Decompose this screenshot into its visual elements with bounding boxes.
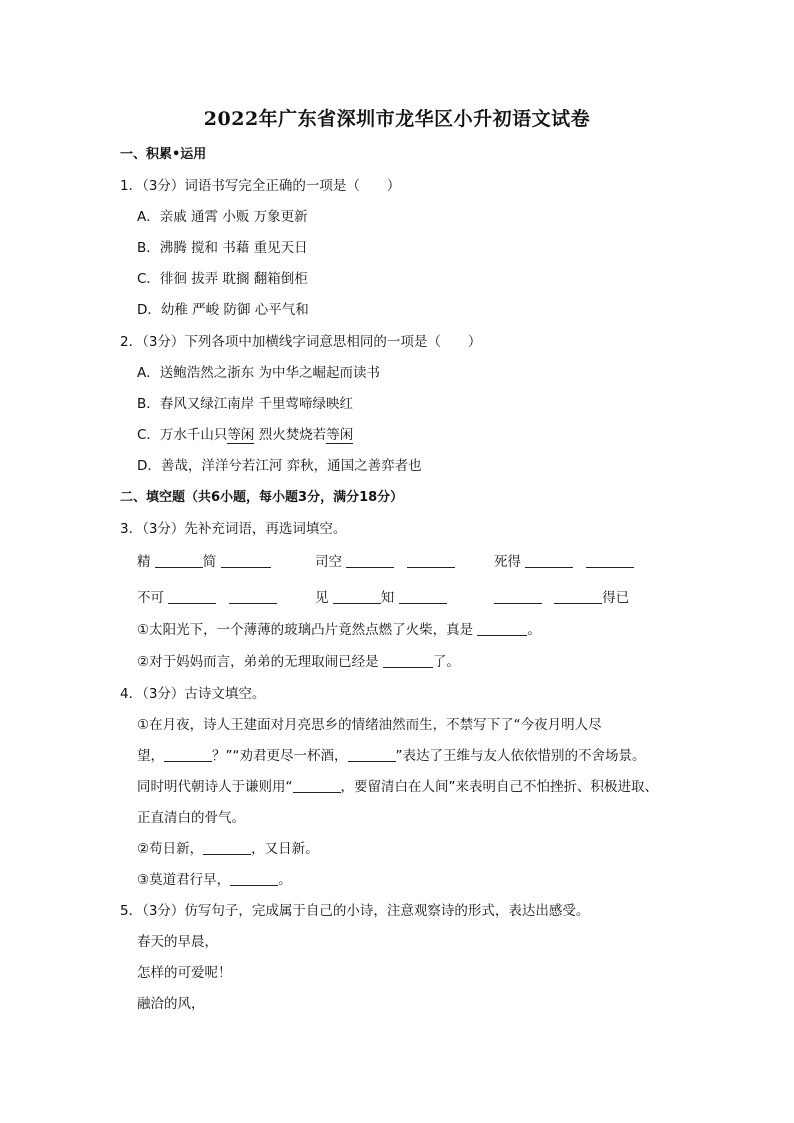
question-1-option-d: D．幼稚 严峻 防御 心平气和 [137, 302, 309, 318]
blank-line[interactable] [155, 553, 203, 568]
blank-line[interactable] [346, 553, 394, 568]
q3-char: 简 [202, 554, 217, 570]
line-text: 。 [278, 872, 292, 888]
q4-line-3 [137, 778, 658, 796]
q4-line-6 [137, 871, 292, 889]
blank-line[interactable] [586, 553, 634, 568]
question-5-stem: 5．（3分）仿写句子，完成属于自己的小诗，注意观察诗的形式，表达出感受。 [120, 903, 590, 919]
q3-row2-group-1 [137, 589, 277, 607]
q3-char: 见 [315, 590, 329, 606]
blank-line[interactable] [221, 553, 271, 568]
blank-line[interactable] [399, 589, 447, 604]
blank-line[interactable] [229, 589, 277, 604]
q3-char: 不可 [137, 590, 164, 606]
page-title: 2022年广东省深圳市龙华区小升初语文试卷 [203, 108, 591, 130]
sentence-text: 。 [527, 622, 541, 638]
q3-char: 得已 [602, 590, 630, 606]
q3-row2-group-2 [315, 589, 447, 607]
line-text: 望， [137, 748, 164, 764]
line-text: ，要留清白在人间”来表明自己不怕挫折、积极进取、 [340, 779, 658, 795]
blank-line[interactable] [168, 589, 216, 604]
line-text: 同时明代朝诗人于谦则用“ [137, 779, 293, 795]
question-2-option-c [137, 426, 353, 444]
q3-row2-group-3 [494, 589, 629, 607]
poem-line-2: 怎样的可爱呢！ [137, 965, 232, 981]
sentence-text: 了。 [432, 654, 460, 670]
underlined-word: 等闲 [326, 427, 354, 443]
q3-row1-group-1 [137, 553, 271, 571]
blank-line[interactable] [348, 747, 396, 762]
blank-line[interactable] [383, 653, 433, 668]
question-1-option-c: C．徘徊 拔弄 耽搁 翻箱倒柜 [137, 271, 308, 287]
q3-char: 死得 [494, 554, 521, 570]
blank-line[interactable] [554, 589, 602, 604]
blank-line[interactable] [494, 589, 542, 604]
q3-row1-group-2 [315, 553, 455, 571]
section-heading-1: 一、积累•运用 [120, 147, 207, 162]
line-text: ？”“劝君更尽一杯酒， [212, 748, 348, 764]
q3-sentence-2 [137, 653, 460, 671]
q3-char: 知 [380, 590, 395, 606]
question-2-option-a: A．送鲍浩然之浙东 为中华之崛起而读书 [137, 365, 381, 381]
q4-line-4: 正直清白的骨气。 [137, 810, 245, 826]
question-2-option-b: B．春风又绿江南岸 千里莺啼绿映红 [137, 396, 354, 412]
poem-line-1: 春天的早晨， [137, 934, 218, 950]
blank-line[interactable] [293, 778, 341, 793]
blank-line[interactable] [407, 553, 455, 568]
sentence-text: ②对于妈妈而言，弟弟的无理取闹已经是 [137, 654, 379, 670]
q3-row1-group-3 [494, 553, 634, 571]
line-text: ”表达了王维与友人依依惜别的不舍场景。 [395, 748, 646, 764]
q4-line-2 [137, 747, 646, 765]
option-c-middle: 烈火焚烧若 [254, 427, 327, 443]
option-c-prefix: C．万水千山只 [137, 427, 228, 443]
line-text: ②苟日新， [137, 841, 204, 857]
blank-line[interactable] [230, 871, 278, 886]
blank-line[interactable] [203, 840, 251, 855]
q4-line-1: ①在月夜，诗人王建面对月亮思乡的情绪油然而生，不禁写下了“今夜月明人尽 [137, 717, 602, 733]
blank-line[interactable] [477, 621, 527, 636]
blank-line[interactable] [333, 589, 381, 604]
line-text: ③莫道君行早， [137, 872, 231, 888]
question-2-option-d: D．善哉，洋洋兮若江河 弈秋，通国之善弈者也 [137, 458, 422, 474]
question-4-stem: 4．（3分）古诗文填空。 [120, 686, 266, 702]
question-1-stem: 1．（3分）词语书写完全正确的一项是（ ） [120, 178, 401, 194]
blank-line[interactable] [164, 747, 212, 762]
underlined-word: 等闲 [227, 427, 255, 443]
q3-sentence-1 [137, 621, 541, 639]
q3-char: 司空 [315, 554, 342, 570]
sentence-text: ①太阳光下，一个薄薄的玻璃凸片竟然点燃了火柴，真是 [137, 622, 474, 638]
question-1-option-b: B．沸腾 搅和 书藉 重见天日 [137, 240, 308, 256]
q3-char: 精 [137, 554, 151, 570]
question-2-stem: 2．（3分）下列各项中加横线字词意思相同的一项是（ ） [120, 334, 482, 350]
section-heading-2: 二、填空题（共6小题，每小题3分，满分18分） [120, 490, 404, 505]
question-1-option-a: A．亲戚 通霄 小贩 万象更新 [137, 209, 308, 225]
q4-line-5 [137, 840, 319, 858]
poem-line-3: 融洽的风， [137, 996, 205, 1012]
line-text: ，又日新。 [251, 841, 319, 857]
question-3-stem: 3．（3分）先补充词语，再选词填空。 [120, 521, 347, 537]
blank-line[interactable] [525, 553, 573, 568]
